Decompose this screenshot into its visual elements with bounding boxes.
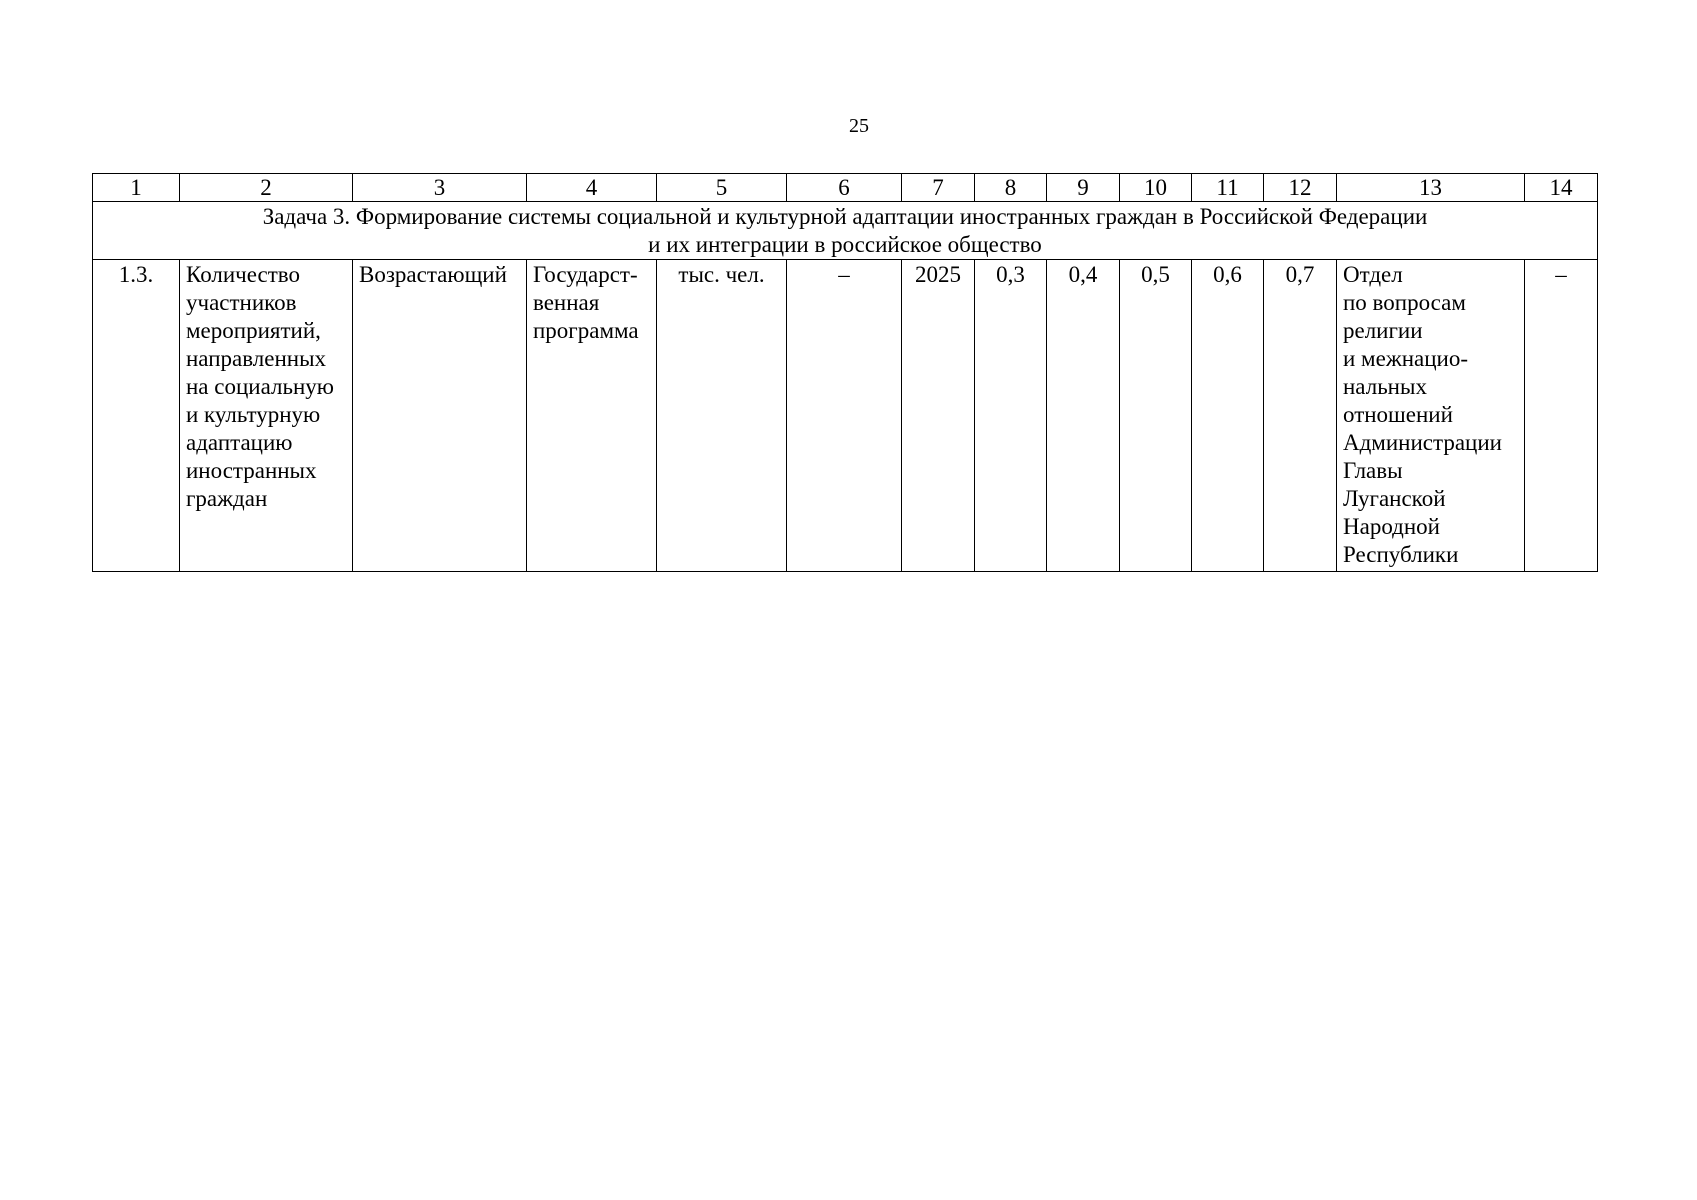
column-number-cell: 9 bbox=[1047, 174, 1120, 202]
responsible-line: Отдел bbox=[1343, 262, 1403, 287]
column-number-cell: 13 bbox=[1337, 174, 1525, 202]
value-cell: 0,7 bbox=[1264, 260, 1337, 572]
column-number-cell: 11 bbox=[1192, 174, 1264, 202]
indicator-name-line: Количество bbox=[186, 262, 300, 287]
indicator-name-line: направленных bbox=[186, 346, 327, 371]
column-number-cell: 14 bbox=[1525, 174, 1598, 202]
indicators-table bbox=[92, 173, 1598, 572]
column-number-cell: 7 bbox=[902, 174, 975, 202]
indicator-name-line: на социальную bbox=[186, 374, 334, 399]
responsible-line: по вопросам bbox=[1343, 290, 1466, 315]
indicator-name-line: иностранных bbox=[186, 458, 317, 483]
row-number-cell: 1.3. bbox=[93, 260, 180, 572]
source-line: Государст- bbox=[533, 262, 638, 287]
value-cell: 0,6 bbox=[1192, 260, 1264, 572]
column-number-cell: 8 bbox=[975, 174, 1047, 202]
task-title-line: Задача 3. Формирование системы социальной и культурной адаптации иностранных граждан в Российской Федерации bbox=[262, 204, 1428, 229]
indicator-name-line: участников bbox=[186, 290, 297, 315]
value-cell: 0,3 bbox=[975, 260, 1047, 572]
table-row bbox=[93, 260, 1598, 572]
responsible-line: и межнацио- bbox=[1343, 346, 1469, 371]
column-number-row bbox=[93, 174, 1598, 202]
task-title-line: и их интеграции в российское общество bbox=[648, 232, 1042, 257]
trend-cell: Возрастающий bbox=[353, 260, 527, 572]
column-number-cell: 10 bbox=[1120, 174, 1192, 202]
indicator-name-cell bbox=[180, 260, 353, 572]
column-14-cell: – bbox=[1525, 260, 1598, 572]
column-number-cell: 3 bbox=[353, 174, 527, 202]
responsible-line: Народной bbox=[1343, 514, 1440, 539]
column-number-cell: 4 bbox=[527, 174, 657, 202]
column-number-cell: 6 bbox=[787, 174, 902, 202]
column-number-cell: 5 bbox=[657, 174, 787, 202]
unit-cell: тыс. чел. bbox=[657, 260, 787, 572]
column-number-cell: 1 bbox=[93, 174, 180, 202]
responsible-line: нальных bbox=[1343, 374, 1427, 399]
page-number: 25 bbox=[849, 115, 869, 137]
indicator-name-line: мероприятий, bbox=[186, 318, 321, 343]
responsible-line: отношений bbox=[1343, 402, 1453, 427]
task-title-row bbox=[93, 202, 1598, 260]
value-cell: 0,5 bbox=[1120, 260, 1192, 572]
responsible-line: Луганской bbox=[1343, 486, 1446, 511]
responsible-line: Республики bbox=[1343, 542, 1459, 567]
task-title-cell bbox=[93, 202, 1598, 260]
source-line: венная bbox=[533, 290, 600, 315]
column-number-cell: 12 bbox=[1264, 174, 1337, 202]
year-cell: 2025 bbox=[902, 260, 975, 572]
responsible-line: Главы bbox=[1343, 458, 1403, 483]
indicator-name-line: и культурную bbox=[186, 402, 321, 427]
responsible-line: религии bbox=[1343, 318, 1423, 343]
value-cell: 0,4 bbox=[1047, 260, 1120, 572]
source-line: программа bbox=[533, 318, 639, 343]
source-cell bbox=[527, 260, 657, 572]
indicator-name-line: адаптацию bbox=[186, 430, 293, 455]
responsible-cell bbox=[1337, 260, 1525, 572]
base-value-cell: – bbox=[787, 260, 902, 572]
responsible-line: Администрации bbox=[1343, 430, 1502, 455]
indicator-name-line: граждан bbox=[186, 486, 268, 511]
column-number-cell: 2 bbox=[180, 174, 353, 202]
